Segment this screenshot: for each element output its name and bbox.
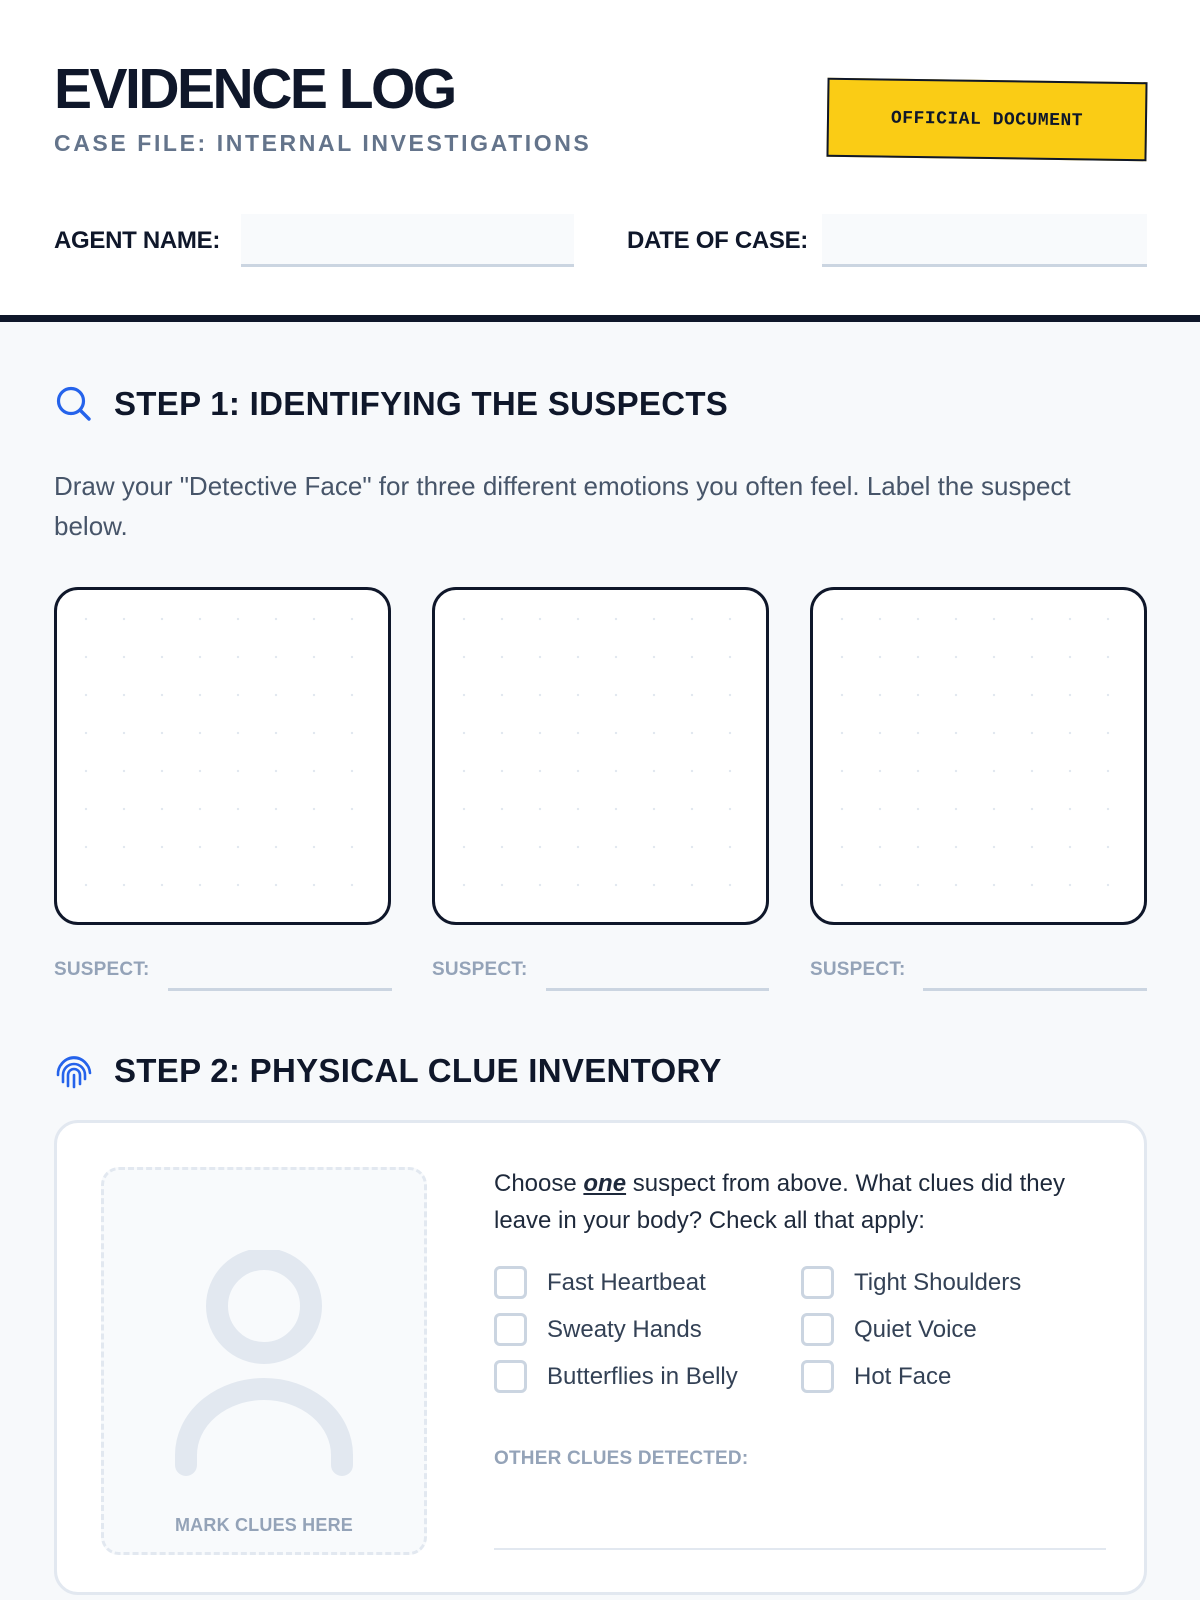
- clue-inventory-card: [54, 1120, 1147, 1595]
- clue-label: Tight Shoulders: [854, 1268, 1022, 1296]
- checkbox[interactable]: [494, 1266, 527, 1299]
- person-silhouette-icon: [174, 1250, 354, 1480]
- other-clues-label: OTHER CLUES DETECTED:: [494, 1448, 749, 1469]
- magnifier-icon: [54, 384, 94, 424]
- checkbox[interactable]: [801, 1266, 834, 1299]
- clue-label: Sweaty Hands: [547, 1315, 702, 1343]
- clue-quiet-voice[interactable]: [801, 1313, 977, 1346]
- case-file-subtitle: CASE FILE: INTERNAL INVESTIGATIONS: [54, 130, 592, 156]
- clue-label: Quiet Voice: [854, 1315, 977, 1343]
- checkbox[interactable]: [494, 1313, 527, 1346]
- clue-butterflies-in-belly[interactable]: [494, 1360, 738, 1393]
- suspect-drawing-box-3[interactable]: [810, 587, 1147, 925]
- clue-prompt: [494, 1165, 1104, 1239]
- suspect-name-line-1[interactable]: [168, 988, 392, 991]
- fingerprint-icon: [54, 1051, 94, 1091]
- clue-fast-heartbeat[interactable]: [494, 1266, 706, 1299]
- step1-instructions: Draw your "Detective Face" for three different emotions you often feel. Label the suspect below.: [54, 471, 1071, 541]
- step1-title: STEP 1: IDENTIFYING THE SUSPECTS: [114, 385, 729, 422]
- step1-heading: [54, 384, 728, 424]
- suspect-label-3: SUSPECT:: [810, 959, 906, 980]
- prompt-text-end: suspect from above. What clues did they leave in your body? Check all that apply:: [494, 1170, 1065, 1234]
- page-title: EVIDENCE LOG: [54, 57, 455, 121]
- suspect-label-2: SUSPECT:: [432, 959, 528, 980]
- agent-name-field[interactable]: [241, 214, 574, 267]
- prompt-emphasis: one: [583, 1170, 627, 1197]
- official-document-stamp: OFFICIAL DOCUMENT: [826, 78, 1147, 161]
- header: [0, 0, 1200, 322]
- mark-clues-area[interactable]: [101, 1167, 427, 1555]
- checkbox[interactable]: [494, 1360, 527, 1393]
- clue-tight-shoulders[interactable]: [801, 1266, 1021, 1299]
- agent-name-label: AGENT NAME:: [54, 227, 221, 254]
- prompt-text-start: Choose: [494, 1170, 584, 1197]
- suspect-drawing-box-1[interactable]: [54, 587, 391, 925]
- clue-label: Hot Face: [854, 1362, 952, 1390]
- step2-title: STEP 2: PHYSICAL CLUE INVENTORY: [114, 1052, 722, 1089]
- step2-heading: [54, 1051, 722, 1091]
- suspect-name-line-3[interactable]: [923, 988, 1147, 991]
- clue-label: Fast Heartbeat: [547, 1268, 706, 1296]
- clue-sweaty-hands[interactable]: [494, 1313, 702, 1346]
- suspect-name-line-2[interactable]: [546, 988, 769, 991]
- clue-hot-face[interactable]: [801, 1360, 951, 1393]
- mark-clues-label: MARK CLUES HERE: [174, 1515, 353, 1535]
- suspect-label-1: SUSPECT:: [54, 959, 150, 980]
- date-of-case-field[interactable]: [822, 214, 1147, 267]
- checkbox[interactable]: [801, 1360, 834, 1393]
- suspect-drawing-box-2[interactable]: [432, 587, 769, 925]
- clue-label: Butterflies in Belly: [547, 1362, 738, 1390]
- checkbox[interactable]: [801, 1313, 834, 1346]
- date-of-case-label: DATE OF CASE:: [627, 227, 808, 254]
- other-clues-line[interactable]: [494, 1548, 1106, 1550]
